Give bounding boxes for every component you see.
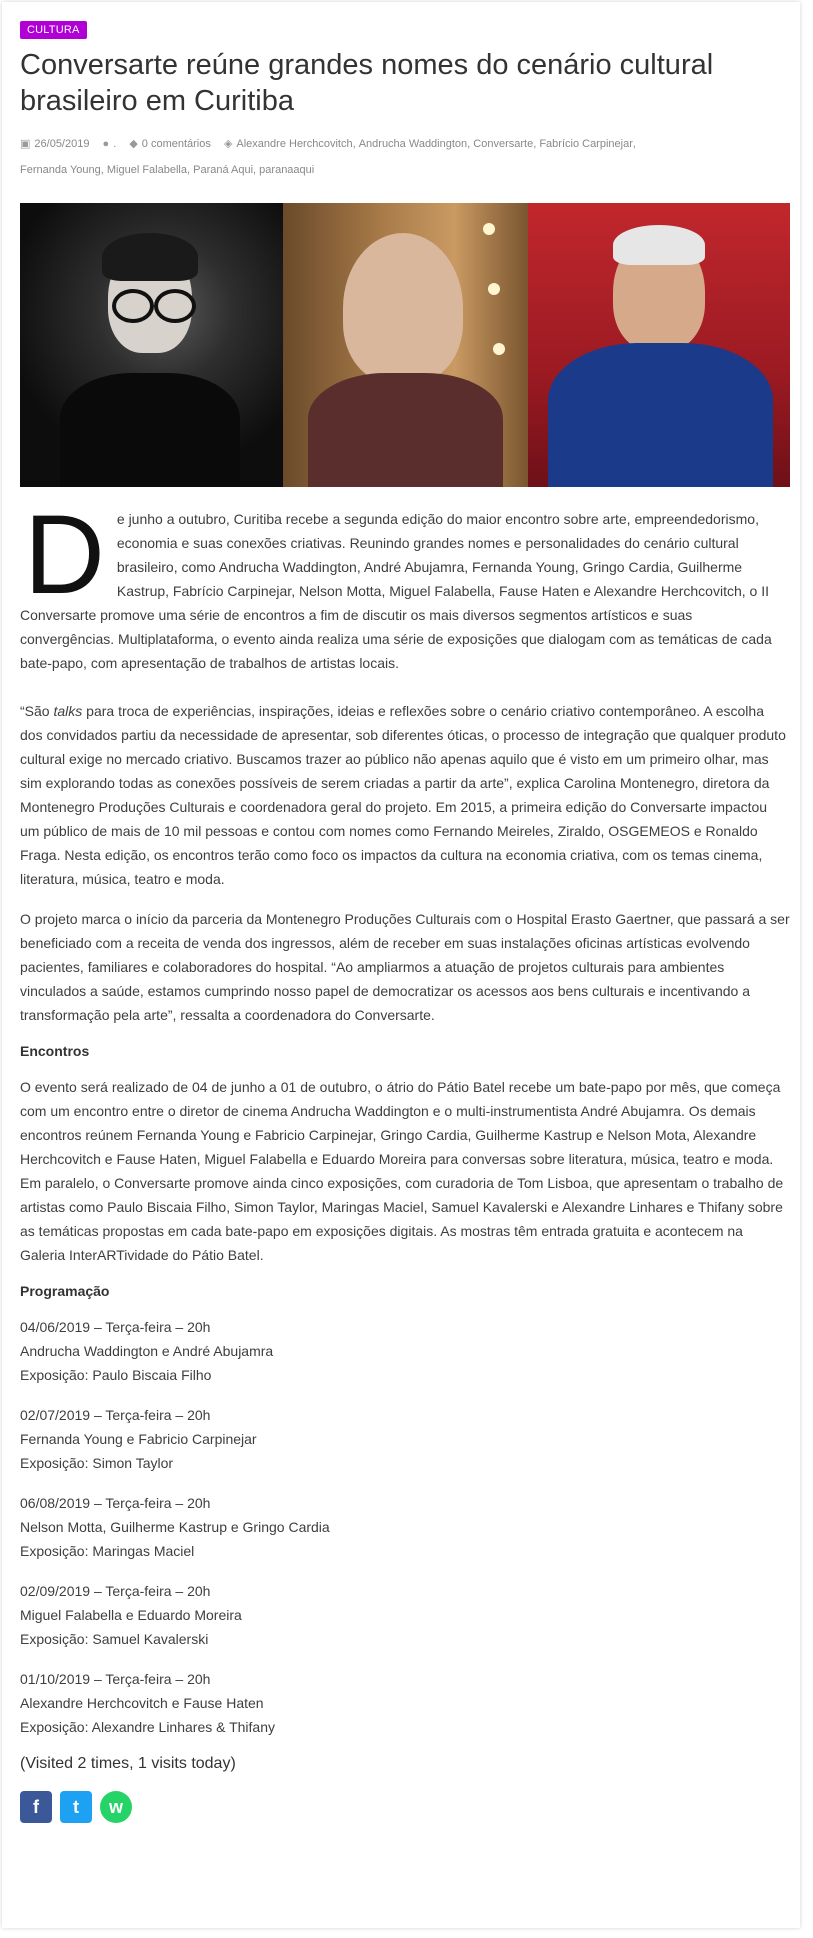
encontros-heading: Encontros — [20, 1043, 90, 1059]
lead-paragraph — [20, 492, 790, 675]
lead-text: e junho a outubro, Curitiba recebe a segunda edição do maior encontro sobre arte, empreendedorismo, economia e suas conexões criativas. Reunindo grandes nomes e personalidades do cenário cultural brasileiro, como Andrucha Waddington, André Abujamra, Fernanda Young, Gringo Cardia, Guilherme Kastrup, Fabrício Carpinejar, Nelson Motta, Miguel Falabella, Fause Haten e Alexandre Herchcovitch, o II Conversarte promove uma série de encontros a fim de discutir os mais diversos segmentos artísticos e suas convergências. Multiplataforma, o evento ainda realiza uma série de exposições que dialogam com as temáticas de cada bate-papo, com apresentação de trabalhos de artistas locais. — [20, 511, 772, 671]
schedule-item — [20, 1579, 790, 1651]
portrait-photo-1 — [20, 203, 283, 487]
tag-link[interactable]: Miguel Falabella — [106, 164, 187, 176]
event-expo: Exposição: Samuel Kavalerski — [20, 1631, 209, 1647]
article-content — [20, 20, 790, 1823]
event-date: 01/10/2019 – Terça-feira – 20h — [20, 1671, 211, 1687]
event-guests: Fernanda Young e Fabricio Carpinejar — [20, 1431, 257, 1447]
calendar-icon: ▣ — [20, 138, 31, 150]
author-item[interactable] — [103, 131, 117, 157]
schedule-item — [20, 1667, 790, 1739]
event-guests: Andrucha Waddington e André Abujamra — [20, 1343, 274, 1359]
tag-link[interactable]: Fernanda Young — [20, 164, 101, 176]
visit-counter: (Visited 2 times, 1 visits today) — [20, 1755, 236, 1772]
event-expo: Exposição: Alexandre Linhares & Thifany — [20, 1719, 276, 1735]
tag-link[interactable]: paranaaqui — [259, 164, 315, 176]
event-expo: Exposição: Paulo Biscaia Filho — [20, 1367, 212, 1383]
event-date: 02/07/2019 – Terça-feira – 20h — [20, 1407, 211, 1423]
article-page — [2, 2, 800, 1928]
tag-link[interactable]: Fabrício Carpinejar — [539, 138, 633, 150]
featured-image — [20, 203, 790, 487]
tag-icon: ◈ — [223, 138, 233, 150]
tags-list: ◈ Alexandre Herchcovitch, Andrucha Waddington, Conversarte, Fabrício Carpinejar, — [224, 131, 636, 157]
facebook-icon: f — [33, 1796, 39, 1817]
category-badge[interactable]: CULTURA — [20, 21, 87, 39]
comments-count: 0 comentários — [141, 138, 211, 150]
portrait-photo-3 — [528, 203, 790, 487]
whatsapp-icon: w — [108, 1796, 123, 1817]
twitter-share-button[interactable] — [60, 1791, 92, 1823]
tag-link[interactable]: Conversarte — [473, 138, 534, 150]
encontros-paragraph: O evento será realizado de 04 de junho a 01 de outubro, o átrio do Pátio Batel recebe um bate-papo por mês, que começa com um encontro entre o diretor de cinema Andrucha Waddington e o multi-instrumentista André Abujamra. Os demais encontros reúnem Fernanda Young e Fabricio Carpinejar, Gringo Cardia, Guilherme Kastrup e Nelson Mota, Alexandre Herchcovitch e Fause Haten, Miguel Falabella e Eduardo Moreira para conversas sobre literatura, música, teatro e moda. Em paralelo, o Conversarte promove ainda cinco exposições, com curadoria de Tom Lisboa, que apresentam o trabalho de artistas como Paulo Biscaia Filho, Simon Taylor, Maringas Maciel, Samuel Kavalerski e Alexandre Linhares e Thifany sobre as temáticas propostas em cada bate-papo em exposições digitais. As mostras têm entrada gratuita e acontecem na Galeria InterARTividade do Pátio Batel. — [20, 1079, 784, 1263]
quote-paragraph: “São talks para troca de experiências, inspirações, ideias e reflexões sobre o cenário criativo contemporâneo. A escolha dos convidados partiu da necessidade de apresentar, sob diferentes óticas, o processo de integração que qualquer produto cultural exige no mercado criativo. Buscamos trazer ao público não apenas aquilo que é visto em um primeiro olhar, mas sim explorando todas as conexões possíveis de serem criadas a partir da arte”, explica Carolina Montenegro, diretora da Montenegro Produções Culturais e coordenadora geral do projeto. Em 2015, a primeira edição do Conversarte impactou um público de mais de 10 mil pessoas e contou com nomes como Fernando Meireles, Ziraldo, OSGEMEOS e Ronaldo Fraga. Nesta edição, os encontros terão como foco os impactos da cultura na economia criativa, com os temas cinema, literatura, música, teatro e moda. — [20, 703, 786, 887]
event-date: 02/09/2019 – Terça-feira – 20h — [20, 1583, 211, 1599]
post-meta: ▣ 26/05/2019 ● . ◆ 0 comentários ◈ Alexandre Herchcovitch, Andrucha Waddington, Conversarte, Fabrício Carpinejar, Fernanda Young, Miguel Falabella, Paraná Aqui, paranaaqui — [20, 131, 790, 183]
article-title: Conversarte reúne grandes nomes do cenário cultural brasileiro em Curitiba — [20, 49, 714, 117]
twitter-icon: t — [73, 1796, 79, 1817]
portrait-photo-2 — [283, 203, 528, 487]
whatsapp-share-button[interactable] — [100, 1791, 132, 1823]
drop-cap: D — [24, 492, 105, 617]
schedule-item — [20, 1491, 790, 1563]
event-date: 04/06/2019 – Terça-feira – 20h — [20, 1319, 211, 1335]
comments-item[interactable] — [129, 131, 211, 157]
schedule-item — [20, 1403, 790, 1475]
facebook-share-button[interactable] — [20, 1791, 52, 1823]
date-item[interactable] — [20, 131, 89, 157]
post-author: . — [113, 138, 117, 150]
tag-link[interactable]: Andrucha Waddington — [358, 138, 468, 150]
partnership-paragraph: O projeto marca o início da parceria da Montenegro Produções Culturais com o Hospital Erasto Gaertner, que passará a ser beneficiado com a receita de venda dos ingressos, além de receber em suas instalações oficinas artísticas evolvendo pacientes, familiares e colaboradores do hospital. “Ao ampliarmos a atuação de projetos culturais para ambientes vinculados a saúde, estamos cumprindo nosso papel de democratizar os acessos aos bens culturais e incentivando a transformação pela arte”, ressalta a coordenadora do Conversarte. — [20, 911, 790, 1023]
italic-word: talks — [53, 703, 83, 719]
schedule-item — [20, 1315, 790, 1387]
post-date: 26/05/2019 — [34, 138, 90, 150]
event-expo: Exposição: Maringas Maciel — [20, 1543, 195, 1559]
tag-link[interactable]: Paraná Aqui — [193, 164, 254, 176]
event-guests: Alexandre Herchcovitch e Fause Haten — [20, 1695, 264, 1711]
comment-icon: ◆ — [129, 138, 138, 150]
programacao-heading: Programação — [20, 1283, 110, 1299]
tag-link[interactable]: Alexandre Herchcovitch — [236, 138, 353, 150]
event-guests: Nelson Motta, Guilherme Kastrup e Gringo Cardia — [20, 1519, 330, 1535]
user-icon: ● — [102, 138, 110, 150]
event-date: 06/08/2019 – Terça-feira – 20h — [20, 1495, 211, 1511]
share-buttons — [20, 1791, 790, 1823]
event-guests: Miguel Falabella e Eduardo Moreira — [20, 1607, 242, 1623]
event-expo: Exposição: Simon Taylor — [20, 1455, 174, 1471]
